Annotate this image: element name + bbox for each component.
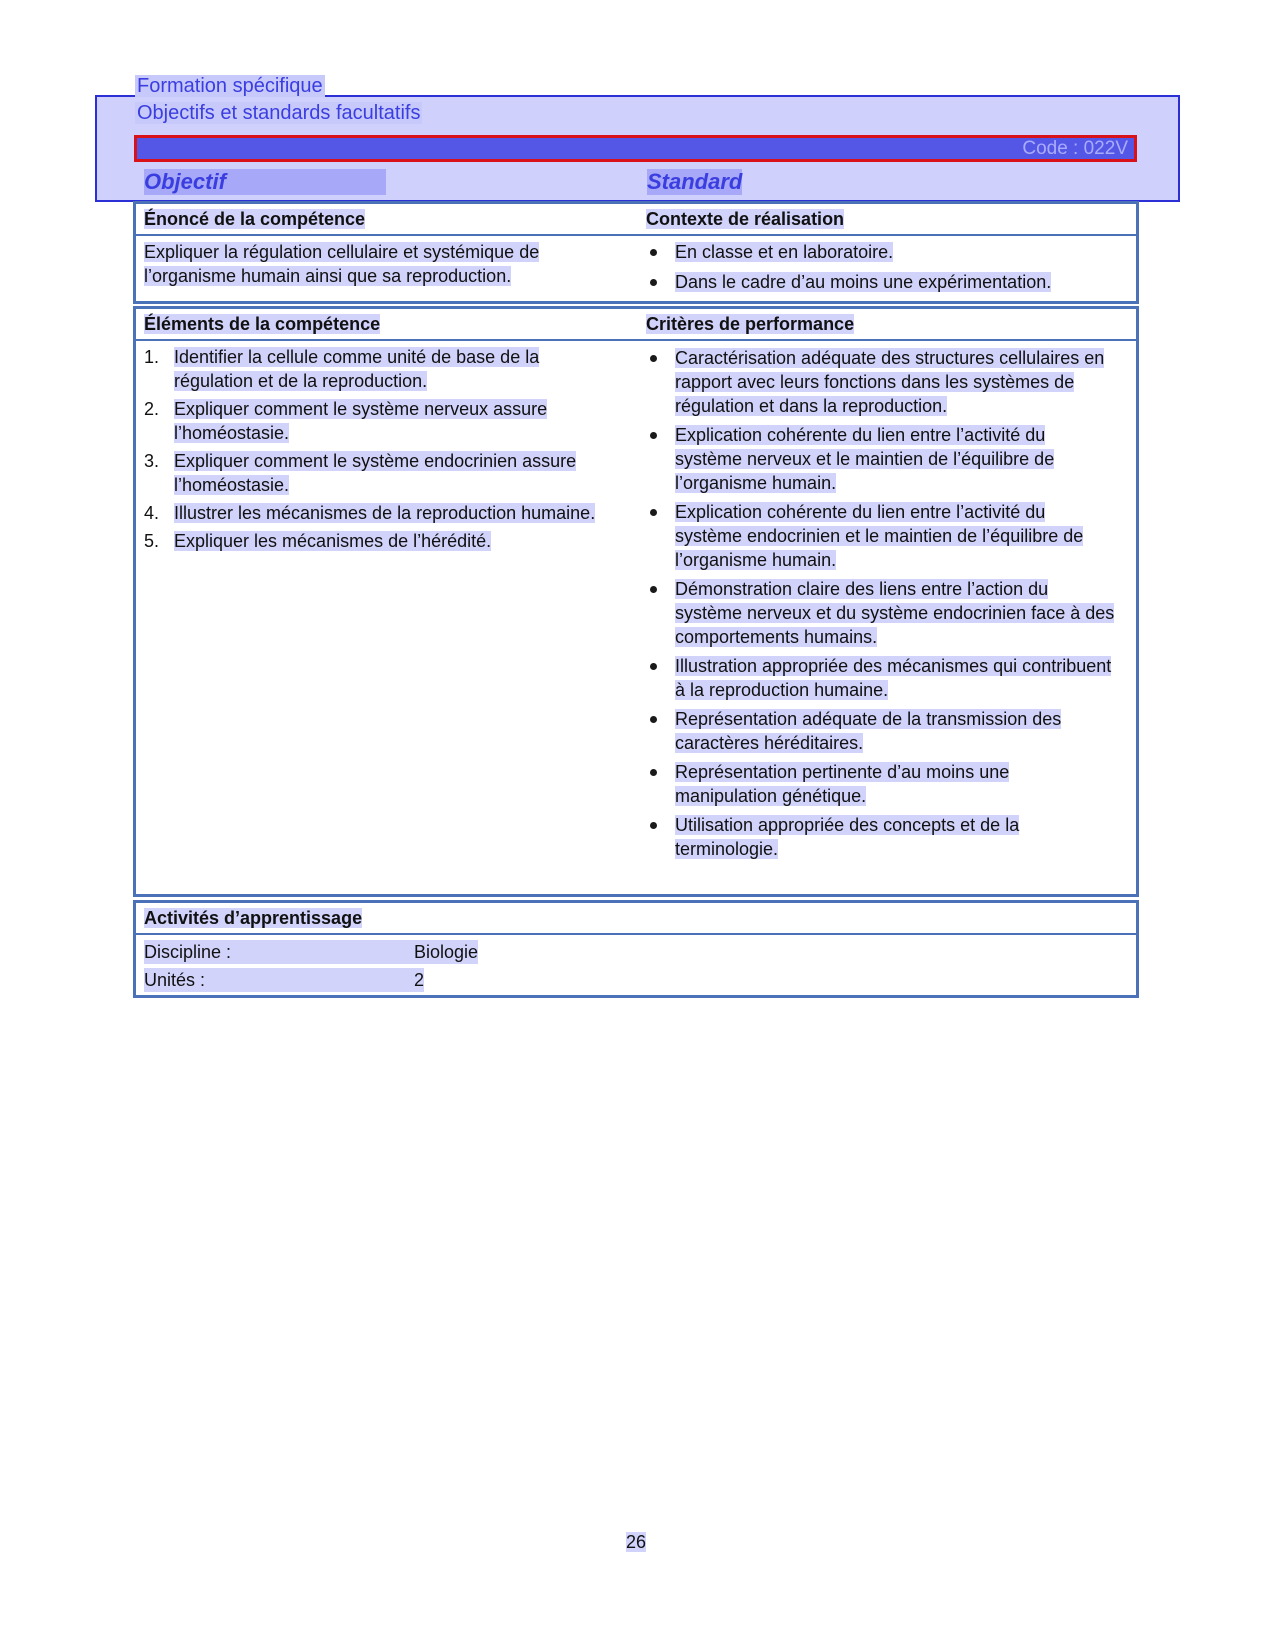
- bullet-icon: [650, 355, 657, 362]
- list-item: 2. Expliquer comment le système nerveux assure l’homéostasie.: [144, 399, 548, 443]
- objective-column-heading: Objectif: [144, 169, 386, 195]
- list-item: Dans le cadre d’au moins une expérimentation.: [646, 270, 1116, 294]
- list-item: 4. Illustrer les mécanismes de la reproduction humaine.: [144, 503, 596, 523]
- competence-section: [133, 201, 1139, 304]
- elements-heading: Éléments de la compétence: [144, 314, 381, 334]
- units-value: 2: [414, 970, 425, 990]
- context-heading: Contexte de réalisation: [646, 209, 845, 229]
- context-list: [646, 240, 1116, 299]
- list-item: Illustration appropriée des mécanismes qui contribuent à la reproduction humaine.: [646, 654, 1116, 702]
- criteria-heading: Critères de performance: [646, 314, 855, 334]
- bullet-icon: [650, 249, 657, 256]
- elements-section-header: [136, 309, 1136, 341]
- code-label: Code : 022V: [1022, 138, 1128, 159]
- list-item: Démonstration claire des liens entre l’action du système nerveux et du système endocrinien face à des comportements humains.: [646, 577, 1116, 649]
- discipline-value: Biologie: [414, 942, 479, 962]
- bullet-icon: [650, 769, 657, 776]
- list-item: Caractérisation adéquate des structures cellulaires en rapport avec leurs fonctions dans les systèmes de régulation et dans la reproduction.: [646, 346, 1116, 418]
- criteria-list: [646, 346, 1116, 866]
- elements-list: [144, 345, 614, 557]
- bullet-icon: [650, 586, 657, 593]
- competence-statement-heading: Énoncé de la compétence: [144, 209, 366, 229]
- list-item: En classe et en laboratoire.: [646, 240, 1116, 264]
- page-number: 26: [626, 1532, 647, 1552]
- elements-section: [133, 306, 1139, 897]
- list-item: Explication cohérente du lien entre l’activité du système endocrinien et le maintien de l’équilibre de l’organisme humain.: [646, 500, 1116, 572]
- list-item: 3. Expliquer comment le système endocrinien assure l’homéostasie.: [144, 451, 577, 495]
- subtitle: Objectifs et standards facultatifs: [137, 102, 421, 124]
- standard-column-heading: Standard: [647, 169, 743, 194]
- list-item: Représentation pertinente d’au moins une manipulation génétique.: [646, 760, 1116, 808]
- discipline-label: Discipline :: [144, 940, 414, 964]
- section-title: Formation spécifique: [137, 75, 323, 97]
- activities-section: [133, 900, 1139, 998]
- bullet-icon: [650, 822, 657, 829]
- list-item: Explication cohérente du lien entre l’activité du système nerveux et le maintien de l’équilibre de l’organisme humain.: [646, 423, 1116, 495]
- list-item: 1. Identifier la cellule comme unité de base de la régulation et de la reproduction.: [144, 347, 540, 391]
- activities-heading: Activités d’apprentissage: [144, 908, 363, 928]
- competence-section-header: [136, 204, 1136, 236]
- bullet-icon: [650, 663, 657, 670]
- list-item: Utilisation appropriée des concepts et de la terminologie.: [646, 813, 1116, 861]
- list-item: 5. Expliquer les mécanismes de l’hérédité.: [144, 531, 492, 551]
- units-label: Unités :: [144, 968, 414, 992]
- list-item: Représentation adéquate de la transmission des caractères héréditaires.: [646, 707, 1116, 755]
- bullet-icon: [650, 509, 657, 516]
- code-bar: [134, 135, 1137, 162]
- bullet-icon: [650, 279, 657, 286]
- bullet-icon: [650, 716, 657, 723]
- bullet-icon: [650, 432, 657, 439]
- activities-section-header: [136, 903, 1136, 935]
- competence-statement: Expliquer la régulation cellulaire et systémique de l’organisme humain ainsi que sa reproduction.: [144, 242, 540, 286]
